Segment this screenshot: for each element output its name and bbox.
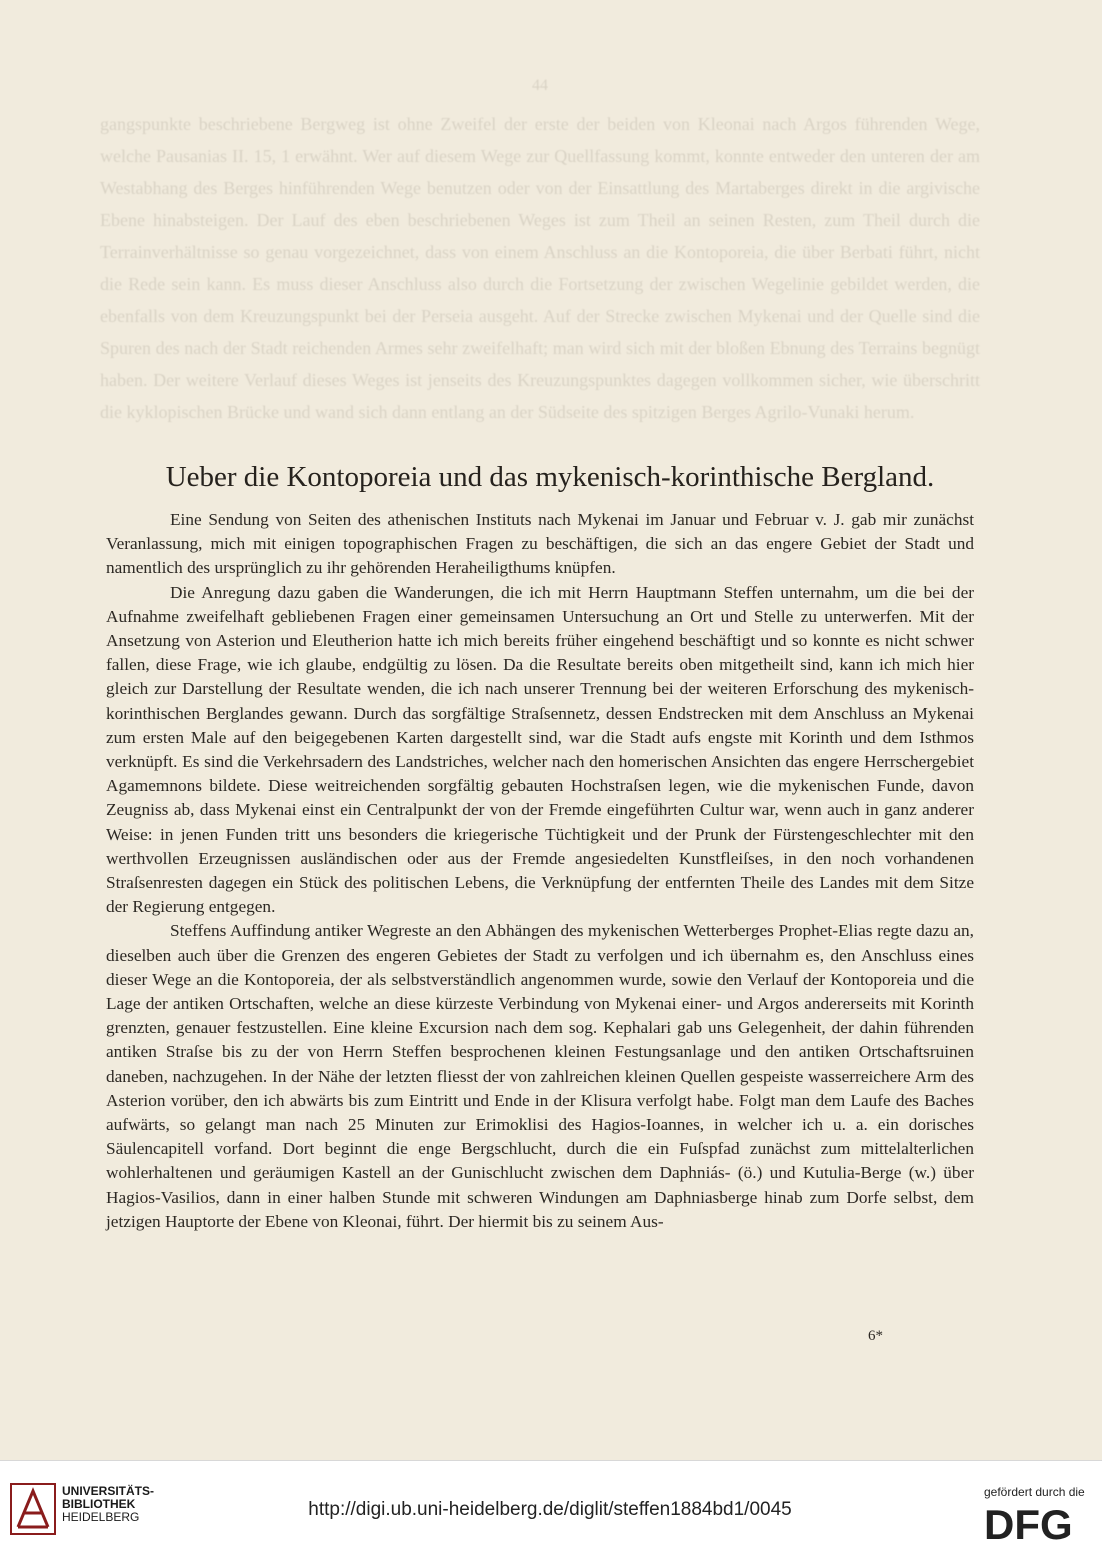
library-name <box>62 1485 154 1524</box>
article-title: Ueber die Kontoporeia und das mykenisch-korinthische Bergland. <box>165 461 935 493</box>
library-line-1: UNIVERSITÄTS- <box>62 1484 155 1498</box>
library-line-3: HEIDELBERG <box>62 1510 140 1524</box>
bleed-through-text <box>100 70 980 460</box>
viewer-footer <box>0 1460 1102 1552</box>
library-line-2: BIBLIOTHEK <box>62 1497 136 1511</box>
bleed-page-number: 44 <box>532 77 548 94</box>
dfg-logo-text: DFG <box>984 1501 1073 1545</box>
article-body <box>106 508 974 1234</box>
dfg-logo-icon[interactable] <box>982 1501 1092 1545</box>
signature-mark: 6* <box>868 1328 883 1344</box>
funding-caption: gefördert durch die <box>984 1485 1085 1499</box>
paragraph-3: Steffens Auffindung antiker Wegreste an den Abhängen des mykenischen Wetterberges Prophet-Elias regte dazu an, dieselben auch über die Grenzen des engeren Gebietes der Stadt zu verfolgen und ich übernahm es, den Anschluss eines dieser Wege an die Kontoporeia, der als selbstverständlich angenommen wurde, sowie den Verlauf der Kontoporeia und die Lage der antiken Ortschaften, welche an diese kürzeste Verbindung von Mykenai einer- und Argos andererseits mit Korinth grenzten, genauer festzustellen. Eine kleine Excursion nach dem sog. Kephalari gab uns Gelegenheit, der dahin führenden antiken Straſse bis zu der von Herrn Steffen besprochenen kleinen Festungsanlage und den antiken Ortschaftsruinen daneben, nachzugehen. In der Nähe der letzten fliesst der von zahlreichen kleinen Quellen gespeiste wasserreichere Arm des Asterion vorüber, den ich abwärts bis zum Eintritt und Ende in der Klisura verfolgt habe. Folgt man dem Laufe des Baches aufwärts, so gelangt man nach 25 Minuten zur Erimoklisi des Hagios-Ioannes, in welcher ich u. a. ein dorisches Säulencapitell vorfand. Dort beginnt die enge Bergschlucht, durch die ein Fuſspfad zunächst zum mittelalterlichen wohlerhaltenen und geräumigen Kastell an der Gunischlucht zwischen dem Daphniás- (ö.) und Kutulia-Berge (w.) über Hagios-Vasilios, dann in einer halben Stunde mit schweren Windungen am Daphniasberge hinab zum Dorfe selbst, dem jetzigen Hauptorte der Ebene von Kleonai, führt. Der hiermit bis zu seinem Aus- <box>106 921 974 1231</box>
bleed-paragraph: gangspunkte beschriebene Bergweg ist ohne Zweifel der erste der beiden von Kleonai nach Argos führenden Wege, welche Pausanias II. 15, 1 erwähnt. Wer auf diesem Wege zur Quellfassung kommt, konnte entweder den unteren der am Westabhang des Berges hinführenden Wege benutzen oder von der Einsattlung des Martaberges direkt in die argivische Ebene hinabsteigen. Der Lauf des eben beschriebenen Weges ist zum Theil an seinen Resten, zum Theil durch die Terrainverhältnisse so genau vorgezeichnet, dass von einem Anschluss an die Kontoporeia, die über Berbati führt, nicht die Rede sein kann. Es muss dieser Anschluss also durch die Fortsetzung der zwischen Wegelinie gebildet werden, die ebenfalls von dem Kreuzungspunkt bei der Perseia ausgeht. Auf der Strecke zwischen Mykenai und der Quelle sind die Spuren des nach der Stadt reichenden Armes sehr zweifelhaft; man wird sich mit der bloßen Ebnung des Terrains begnügt haben. Der weitere Verlauf dieses Weges ist jenseits des Kreuzungspunktes dagegen vollkommen sicher, wie überschritt die kyklopischen Brücke und wand sich dann entlang an der Südseite des spitzigen Berges Agrilo-Vunaki herum. <box>100 114 980 422</box>
paragraph-1: Eine Sendung von Seiten des athenischen Instituts nach Mykenai im Januar und Februar v. J. gab mir zunächst Veranlassung, mich mit einigen topographischen Fragen zu beschäftigen, die sich an das engere Gebiet der Stadt und namentlich des ursprünglich zu ihr gehörenden Heraheiligthums knüpfen. <box>106 510 974 578</box>
permalink-url[interactable]: http://digi.ub.uni-heidelberg.de/diglit/steffen1884bd1/0045 <box>308 1499 792 1520</box>
paragraph-2: Die Anregung dazu gaben die Wanderungen, die ich mit Herrn Hauptmann Steffen unternahm, um die bei der Aufnahme zweifelhaft gebliebenen Fragen einer gemeinsamen Untersuchung an Ort und Stelle zu unterwerfen. Mit der Ansetzung von Asterion und Eleutherion hatte ich mich bereits früher eingehend beschäftigt und so konnte es nicht schwer fallen, diese Frage, wie ich glaube, endgültig zu lösen. Da die Resultate bereits oben mitgetheilt sind, kann ich mich hier gleich zur Darstellung der Resultate wenden, die ich nach unserer Trennung bei der weiteren Erforschung des mykenisch-korinthischen Berglandes gewann. Durch das sorgfältige Straſsennetz, dessen Endstrecken mit dem Anschluss an Mykenai zum ersten Male auf den beigegebenen Karten dargestellt sind, war die Stadt aufs engste mit Korinth und dem Isthmos verknüpft. Es sind die Verkehrsadern des Landstriches, welcher nach den homerischen Ansichten das engere Herrschergebiet Agamemnons bildete. Diese weitreichenden sorgfältig gebauten Hochstraſsen legen, wie die mykenischen Funde, davon Zeugniss ab, dass Mykenai einst ein Centralpunkt der von der Fremde eingeführten Cultur war, wenn auch in ganz anderer Weise: in jenen Funden tritt uns besonders die kriegerische Tüchtigkeit und der Prunk der Fürstengeschlechter mit den werthvollen Erzeugnissen ausländischen oder aus der Fremde angesiedelten Kunstfleiſses, in den noch vorhandenen Straſsenresten dagegen ein Stück des politischen Lebens, die Verknüpfung der entfernten Theile des Landes mit dem Sitze der Regierung entgegen. <box>106 582 974 917</box>
heidelberg-library-logo-icon[interactable] <box>10 1483 56 1535</box>
